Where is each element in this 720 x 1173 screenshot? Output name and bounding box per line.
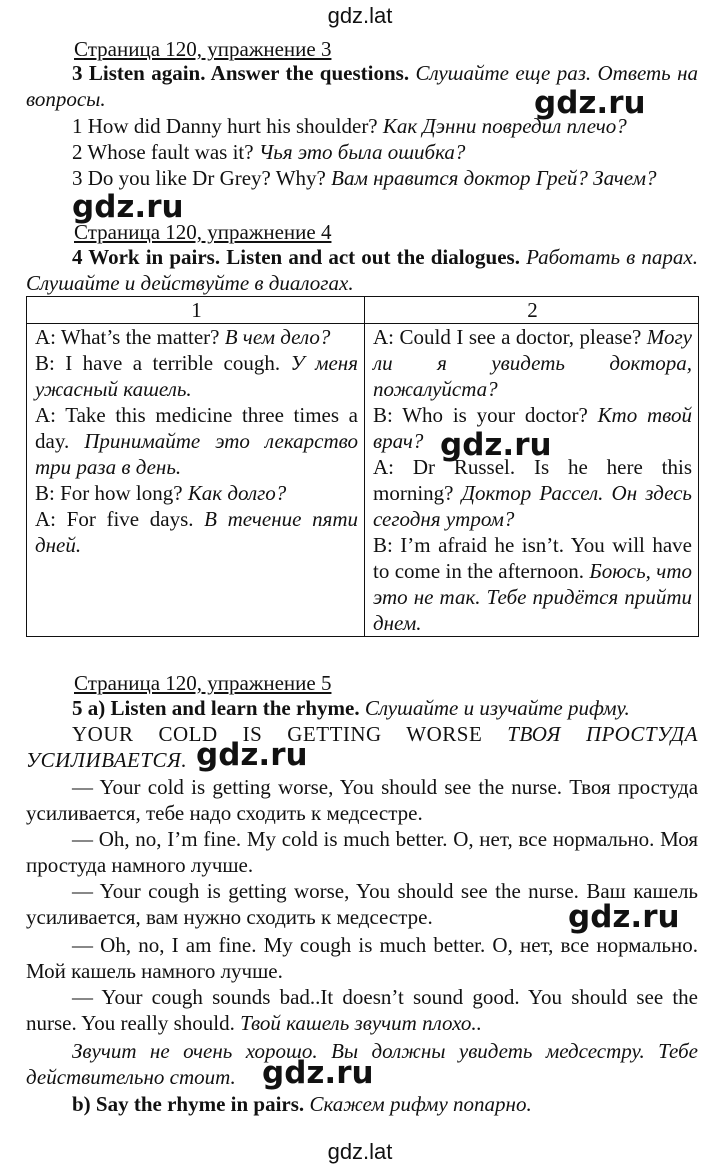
watermark-logo: gdz.ru bbox=[534, 85, 646, 121]
rhyme-title bbox=[26, 721, 698, 773]
rhyme-line bbox=[26, 932, 698, 984]
rhyme-line bbox=[26, 984, 698, 1036]
rhyme-line bbox=[26, 826, 698, 878]
question-en: 1 How did Danny hurt his shoulder? bbox=[72, 114, 378, 138]
rhyme-line-ru: Твой кашель звучит плохо.. bbox=[240, 1011, 482, 1035]
rhyme-line-en: — Your cough sounds bad..It doesn’t sound good. You should see the nurse. You really should. bbox=[26, 985, 698, 1035]
ex5-task-a-ru: Слушайте и изучайте рифму. bbox=[364, 696, 630, 720]
site-label-bottom: gdz.lat bbox=[327, 1139, 393, 1164]
ex3-heading: Страница 120, упражнение 3 bbox=[74, 37, 332, 61]
ex3-task-en: 3 Listen again. Answer the questions. bbox=[72, 61, 410, 85]
site-label-top: gdz.lat bbox=[327, 3, 393, 28]
line-en: B: Who is your doctor? bbox=[373, 403, 588, 427]
dialogue-line bbox=[35, 402, 358, 480]
rhyme-title-en: YOUR COLD IS GETTING WORSE bbox=[72, 722, 483, 746]
ex5-heading: Страница 120, упражнение 5 bbox=[74, 671, 332, 695]
rhyme-line-en: — Oh, no, I’m fine. My cold is much better. bbox=[72, 827, 448, 851]
rhyme-line-en: — Oh, no, I am fine. My cough is much better. bbox=[72, 933, 486, 957]
dialogue-table bbox=[26, 296, 699, 637]
dialogue-2 bbox=[365, 324, 699, 637]
watermark-logo: gdz.ru bbox=[72, 189, 184, 225]
watermark-logo: gdz.ru bbox=[262, 1055, 374, 1091]
question-en: 2 Whose fault was it? bbox=[72, 140, 254, 164]
ex3-task-ru: Слушайте еще раз. Ответь на вопросы. bbox=[26, 61, 698, 111]
dialogue-line bbox=[35, 350, 358, 402]
ex4-task bbox=[26, 244, 698, 296]
ex5-task-b-en: b) Say the rhyme in pairs. bbox=[72, 1092, 305, 1116]
line-en: A: What’s the matter? bbox=[35, 325, 220, 349]
line-en: B: I have a terrible cough. bbox=[35, 351, 281, 375]
rhyme-title-ru: ТВОЯ ПРОСТУДА УСИЛИВАЕТСЯ. bbox=[26, 722, 698, 772]
line-ru: У меня ужасный кашель. bbox=[35, 351, 358, 401]
line-en: A: Could I see a doctor, please? bbox=[373, 325, 642, 349]
rhyme-line bbox=[26, 1038, 698, 1090]
line-ru: В течение пяти дней. bbox=[35, 507, 359, 557]
line-en: A: For five days. bbox=[35, 507, 194, 531]
line-en: B: For how long? bbox=[35, 481, 183, 505]
dialogue-line bbox=[373, 402, 692, 454]
dialogue-line bbox=[373, 454, 692, 532]
watermark-logo: gdz.ru bbox=[440, 427, 552, 463]
line-ru: Кто твой врач? bbox=[373, 403, 692, 453]
line-ru: Доктор Рассел. Он здесь сегодня утром? bbox=[373, 481, 692, 531]
ex4-task-ru: Работать в парах. Слушайте и действуйте в диалогах. bbox=[26, 245, 698, 295]
watermark-logo: gdz.ru bbox=[568, 899, 680, 935]
question-ru: Как Дэнни повредил плечо? bbox=[382, 114, 627, 138]
question-en: 3 Do you like Dr Grey? Why? bbox=[72, 166, 326, 190]
line-en: B: I’m afraid he isn’t. You will have to come in the afternoon. bbox=[373, 533, 692, 583]
rhyme-line-ru: О, нет, все нормально. Моя простуда намного лучше. bbox=[26, 827, 699, 877]
dialogue-line bbox=[35, 480, 358, 506]
dialogue-line bbox=[373, 532, 692, 636]
ex3-question-3 bbox=[26, 165, 698, 191]
ex4-task-en: 4 Work in pairs. Listen and act out the dialogues. bbox=[72, 245, 520, 269]
ex5-task-a bbox=[26, 695, 698, 721]
rhyme-line bbox=[26, 878, 698, 930]
ex3-question-2 bbox=[26, 139, 698, 165]
line-en: A: Take this medicine three times a day. bbox=[35, 403, 358, 453]
rhyme-line-en: — Your cough is getting worse, You should see the nurse. bbox=[72, 879, 579, 903]
line-ru: Как долго? bbox=[187, 481, 287, 505]
ex3-question-1 bbox=[26, 113, 698, 139]
rhyme-line bbox=[26, 774, 698, 826]
line-ru: Могу ли я увидеть доктора, пожалуйста? bbox=[373, 325, 692, 401]
rhyme-line-ru: Ваш кашель усиливается, вам нужно сходить к медсестре. bbox=[26, 879, 699, 929]
rhyme-line-en: — Your cold is getting worse, You should see the nurse. bbox=[72, 775, 563, 799]
line-en: A: Dr Russel. Is he here this morning? bbox=[373, 455, 692, 505]
dialogue-line bbox=[35, 506, 358, 558]
ex4-heading: Страница 120, упражнение 4 bbox=[74, 220, 332, 244]
column-header-2: 2 bbox=[365, 297, 699, 324]
column-header-1: 1 bbox=[27, 297, 365, 324]
dialogue-line bbox=[35, 324, 358, 350]
ex3-task bbox=[26, 60, 698, 112]
rhyme-line-ru: О, нет, все нормально. Мой кашель намного лучше. bbox=[26, 933, 698, 983]
rhyme-line-ru: Звучит не очень хорошо. Вы должны увидеть медсестру. Тебе действительно стоит. bbox=[26, 1039, 698, 1089]
dialogue-line bbox=[373, 324, 692, 402]
line-ru: В чем дело? bbox=[224, 325, 331, 349]
watermark-logo: gdz.ru bbox=[196, 737, 308, 773]
dialogue-1 bbox=[27, 324, 365, 637]
question-ru: Вам нравится доктор Грей? Зачем? bbox=[331, 166, 657, 190]
line-ru: Принимайте это лекарство три раза в день. bbox=[35, 429, 359, 479]
ex5-task-a-en: 5 a) Listen and learn the rhyme. bbox=[72, 696, 360, 720]
line-ru: Боюсь, что это не так. Тебе придётся прийти днем. bbox=[373, 559, 692, 635]
question-ru: Чья это была ошибка? bbox=[258, 140, 466, 164]
rhyme-line-ru: Твоя простуда усиливается, тебе надо сходить к медсестре. bbox=[26, 775, 699, 825]
ex5-task-b bbox=[26, 1091, 698, 1117]
ex5-task-b-ru: Скажем рифму попарно. bbox=[309, 1092, 532, 1116]
